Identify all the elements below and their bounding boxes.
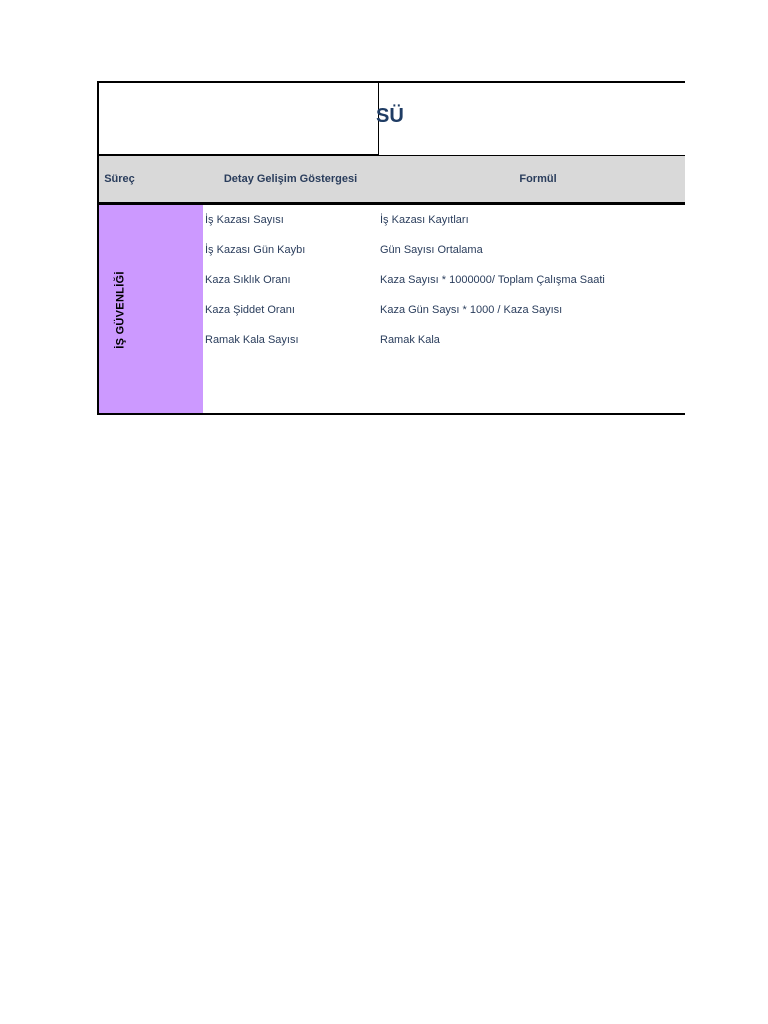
- spreadsheet-table: [97, 81, 685, 415]
- header-formul[interactable]: Formül: [378, 155, 685, 205]
- row-1-marker-cell[interactable]: [140, 205, 205, 236]
- row-5-detay-cell[interactable]: Ramak Kala Sayısı: [203, 325, 379, 356]
- process-cell[interactable]: [97, 205, 142, 415]
- row-6-detay-cell[interactable]: [203, 355, 379, 386]
- title-right-cell[interactable]: [378, 81, 685, 156]
- row-1-detay-cell[interactable]: İş Kazası Sayısı: [203, 205, 379, 236]
- title-left-cell[interactable]: [97, 81, 379, 156]
- header-surec[interactable]: Süreç: [97, 155, 142, 205]
- row-4-marker-cell[interactable]: [140, 295, 205, 326]
- row-6-marker-cell[interactable]: [140, 355, 205, 386]
- row-3-detay-cell[interactable]: Kaza Sıklık Oranı: [203, 265, 379, 296]
- row-5-marker-cell[interactable]: [140, 325, 205, 356]
- header-blank[interactable]: [140, 155, 205, 205]
- process-label: İŞ GÜVENLİĞİ: [114, 271, 127, 349]
- row-6-formul-cell[interactable]: [378, 355, 685, 386]
- row-4-formul-cell[interactable]: Kaza Gün Saysı * 1000 / Kaza Sayısı: [378, 295, 685, 326]
- row-1-formul-cell[interactable]: İş Kazası Kayıtları: [378, 205, 685, 236]
- header-detay[interactable]: Detay Gelişim Göstergesi: [203, 155, 379, 205]
- row-7-detay-cell[interactable]: [203, 385, 379, 415]
- row-3-marker-cell[interactable]: [140, 265, 205, 296]
- row-2-formul-cell[interactable]: Gün Sayısı Ortalama: [378, 235, 685, 266]
- row-4-detay-cell[interactable]: Kaza Şiddet Oranı: [203, 295, 379, 326]
- row-7-formul-cell[interactable]: [378, 385, 685, 415]
- row-5-formul-cell[interactable]: Ramak Kala: [378, 325, 685, 356]
- row-2-detay-cell[interactable]: İş Kazası Gün Kaybı: [203, 235, 379, 266]
- sheet-title: SÜ: [376, 105, 404, 127]
- row-3-formul-cell[interactable]: Kaza Sayısı * 1000000/ Toplam Çalışma Saati: [378, 265, 685, 296]
- row-2-marker-cell[interactable]: [140, 235, 205, 266]
- row-7-marker-cell[interactable]: [140, 385, 205, 415]
